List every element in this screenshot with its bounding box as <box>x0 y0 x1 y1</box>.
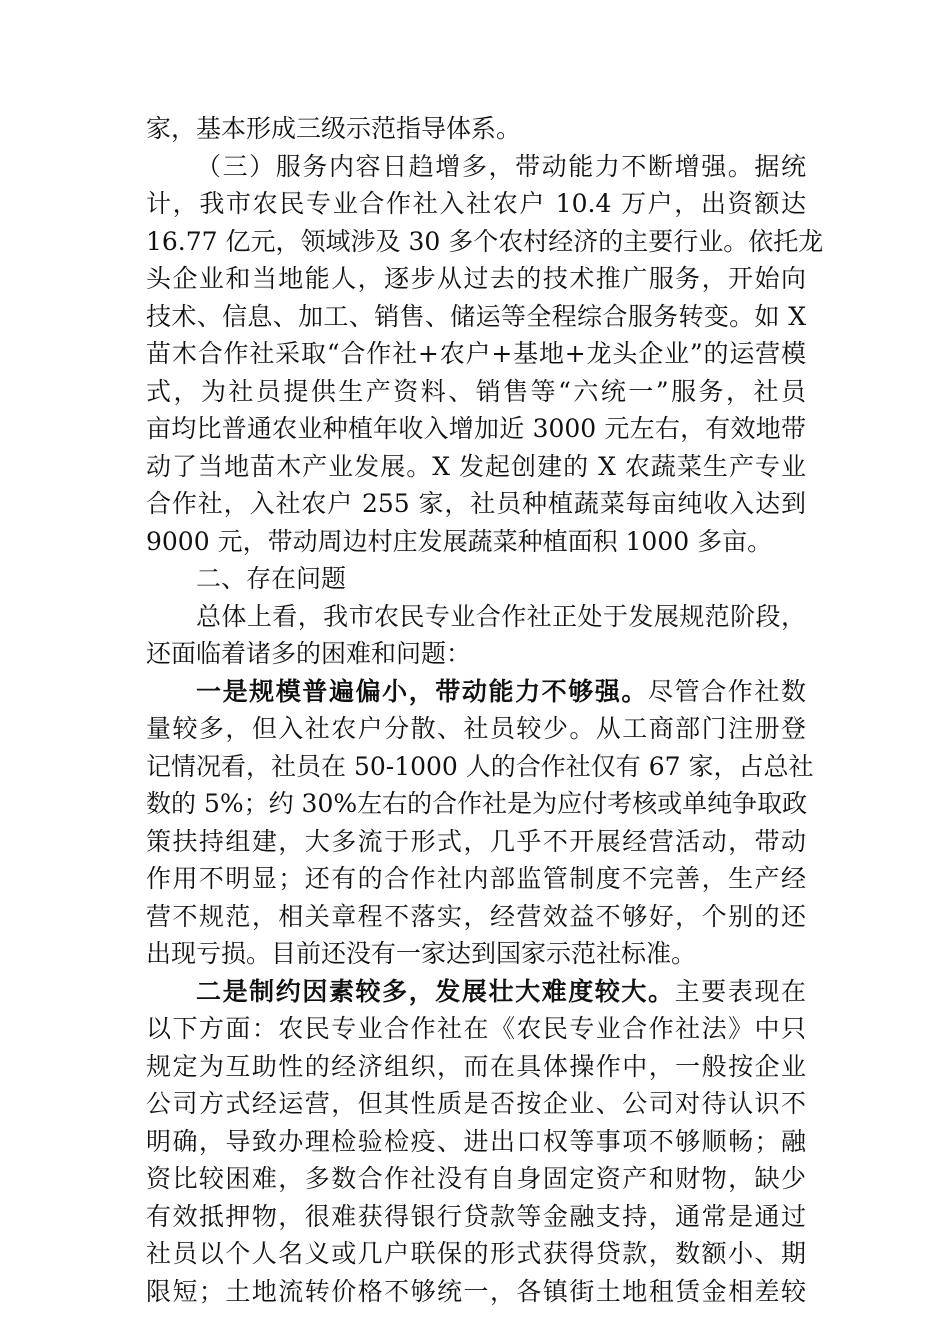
paragraph-line: 总体上看，我市农民专业合作社正处于发展规范阶段， <box>196 601 806 631</box>
paragraph-line: 16.77 亿元，领域涉及 30 多个农村经济的主要行业。依托龙 <box>146 226 824 256</box>
paragraph-line: 资比较困难，多数合作社没有自身固定资产和财物，缺少 <box>146 1164 806 1193</box>
paragraph-line: 以下方面：农民专业合作社在《农民专业合作社法》中只 <box>146 1014 806 1043</box>
section-heading-services: （三）服务内容日趋增多，带动能力不断增强。 <box>196 151 755 181</box>
paragraph-line: 技术、信息、加工、销售、储运等全程综合服务转变。如 X <box>146 301 806 331</box>
paragraph-line: 式，为社员提供生产资料、销售等“六统一”服务，社员 <box>146 376 806 406</box>
paragraph-line: 公司方式经运营，但其性质是否按企业、公司对待认识不 <box>146 1089 806 1118</box>
paragraph-line: 苗木合作社采取“合作社+农户+基地+龙头企业”的运营模 <box>146 339 806 368</box>
paragraph-line: 出现亏损。目前还没有一家达到国家示范社标准。 <box>146 939 697 968</box>
paragraph-line: 策扶持组建，大多流于形式，几乎不开展经营活动，带动 <box>146 826 806 856</box>
section-heading-problems: 二、存在问题 <box>196 564 347 593</box>
paragraph-line: 数的 5%；约 30%左右的合作社是为应付考核或单纯争取政 <box>146 789 808 818</box>
paragraph-line: 头企业和当地能人，逐步从过去的技术推广服务，开始向 <box>146 264 806 293</box>
paragraph-line: 营不规范，相关章程不落实，经营效益不够好，个别的还 <box>146 901 806 931</box>
bold-lead-scale: 一是规模普遍偏小，带动能力不够强。 <box>196 676 649 706</box>
paragraph-line: 量较多，但入社农户分散、社员较少。从工商部门注册登 <box>146 714 806 743</box>
paragraph-line: 家，基本形成三级示范指导体系。 <box>146 114 522 143</box>
paragraph-line: 规定为互助性的经济组织，而在具体操作中，一般按企业 <box>146 1051 806 1081</box>
text-run: 据统 <box>754 151 806 181</box>
paragraph-line: 9000 元，带动周边村庄发展蔬菜种植面积 1000 多亩。 <box>146 526 773 556</box>
paragraph-line: 记情况看，社员在 50-1000 人的合作社仅有 67 家，占总社 <box>146 751 814 781</box>
text-run: 尽管合作社数 <box>648 676 806 706</box>
bold-lead-constraints: 二是制约因素较多，发展壮大难度较大。 <box>196 976 675 1006</box>
paragraph-line <box>146 673 806 711</box>
paragraph-line: 动了当地苗木产业发展。X 发起创建的 X 农蔬菜生产专业 <box>146 451 806 481</box>
paragraph-line: 明确，导致办理检验检疫、进出口权等事项不够顺畅；融 <box>146 1126 806 1156</box>
paragraph-line: 还面临着诸多的困难和问题： <box>146 639 472 668</box>
paragraph-line: 限短；土地流转价格不够统一，各镇街土地租赁金相差较 <box>146 1276 806 1306</box>
text-run: 主要表现在 <box>674 976 806 1006</box>
body-text <box>146 110 824 1310</box>
paragraph-line <box>146 148 806 186</box>
paragraph-line: 亩均比普通农业种植年收入增加近 3000 元左右，有效地带 <box>146 414 806 443</box>
paragraph-line: 社员以个人名义或几户联保的形式获得贷款，数额小、期 <box>146 1239 806 1268</box>
paragraph-line: 有效抵押物，很难获得银行贷款等金融支持，通常是通过 <box>146 1201 806 1231</box>
paragraph-line: 计，我市农民专业合作社入社农户 10.4 万户，出资额达 <box>146 189 806 218</box>
paragraph-line: 合作社，入社农户 255 家，社员种植蔬菜每亩纯收入达到 <box>146 489 806 518</box>
paragraph-line: 作用不明显；还有的合作社内部监管制度不完善，生产经 <box>146 864 806 893</box>
paragraph-line <box>146 973 806 1011</box>
